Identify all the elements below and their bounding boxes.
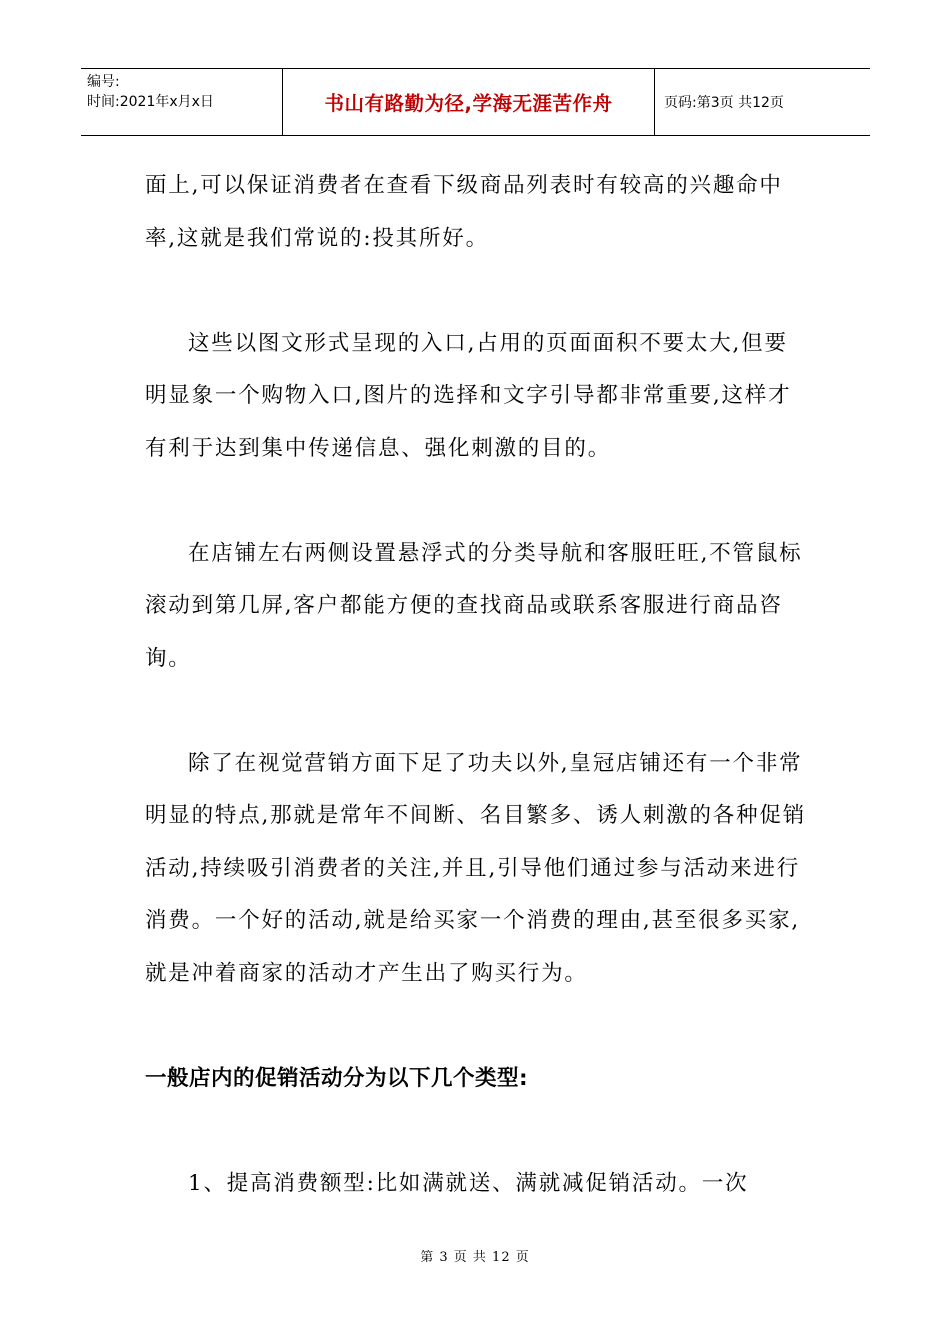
paragraph-spacer bbox=[145, 685, 810, 738]
body-paragraph: 这些以图文形式呈现的入口,占用的页面面积不要太大,但要明显象一个购物入口,图片的选择和文字引导都非常重要,这样才有利于达到集中传递信息、强化刺激的目的。 bbox=[145, 330, 792, 461]
header-motto-cell bbox=[283, 69, 655, 135]
header-page-code: 页码:第3页 共12页 bbox=[664, 95, 784, 111]
body-paragraph: 除了在视觉营销方面下足了功夫以外,皇冠店铺还有一个非常明显的特点,那就是常年不间断、名目繁多、诱人刺激的各种促销活动,持续吸引消费者的关注,并且,引导他们通过参与活动来进行消费。一个好的活动,就是给买家一个消费的理由,甚至很多买家,就是冲着商家的活动才产生出了购买行为。 bbox=[145, 750, 807, 986]
header-meta-cell bbox=[81, 69, 283, 135]
document-body bbox=[145, 160, 810, 1210]
body-paragraph: 在店铺左右两侧设置悬浮式的分类导航和客服旺旺,不管鼠标滚动到第几屏,客户都能方便的查找商品或联系客服进行商品咨询。 bbox=[145, 540, 803, 671]
document-header bbox=[81, 68, 870, 136]
body-paragraph: 面上,可以保证消费者在查看下级商品列表时有较高的兴趣命中率,这就是我们常说的:投其所好。 bbox=[145, 173, 783, 251]
document-time-label: 时间:2021年x月x日 bbox=[87, 94, 214, 110]
paragraph-spacer bbox=[145, 1105, 810, 1158]
paragraph-spacer bbox=[145, 475, 810, 528]
header-page-cell bbox=[655, 69, 870, 135]
header-motto: 书山有路勤为径,学海无涯苦作舟 bbox=[324, 92, 613, 115]
paragraph-spacer bbox=[145, 1000, 810, 1053]
body-paragraph: 1、提高消费额型:比如满就送、满就减促销活动。一次 bbox=[188, 1170, 749, 1196]
paragraph-spacer bbox=[145, 265, 810, 318]
document-number-label: 编号: bbox=[87, 74, 120, 90]
page-footer: 第 3 页 共 12 页 bbox=[420, 1250, 530, 1265]
section-heading: 一般店内的促销活动分为以下几个类型: bbox=[145, 1065, 529, 1091]
